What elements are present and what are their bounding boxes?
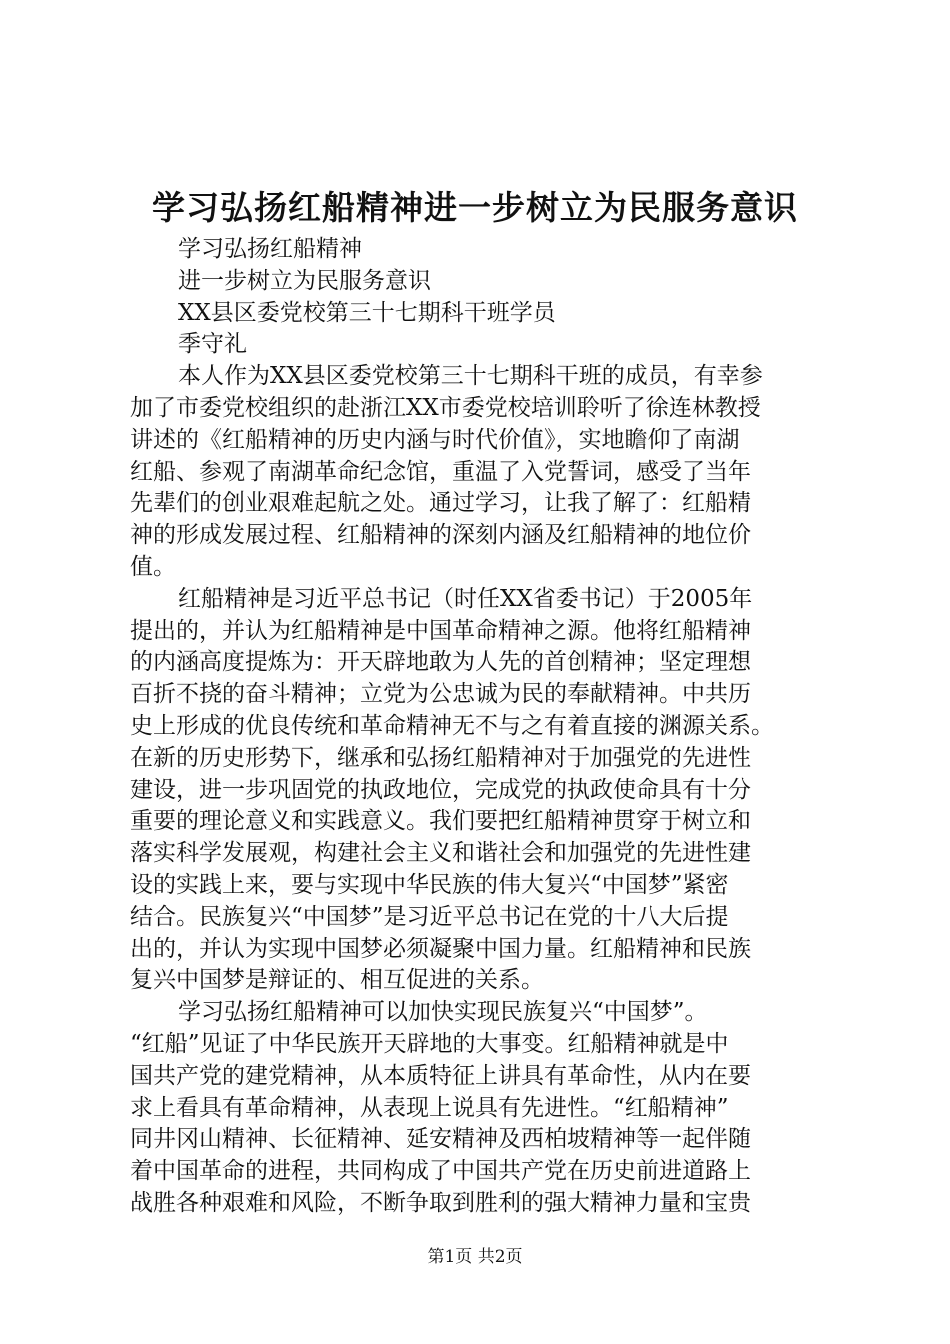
subtitle-line: 进一步树立为民服务意识 bbox=[178, 267, 431, 294]
paragraph-line: 设的实践上来，要与实现中华民族的伟大复兴“中国梦”紧密 bbox=[130, 871, 729, 898]
paragraph-line: 本人作为XX县区委党校第三十七期科干班的成员，有幸参 bbox=[178, 363, 763, 390]
paragraph-line: 求上看具有革命精神，从表现上说具有先进性。“红船精神” bbox=[130, 1094, 729, 1121]
subtitle-line: 学习弘扬红船精神 bbox=[178, 236, 362, 262]
paragraph-line: 加了市委党校组织的赴浙江XX市委党校培训聆听了徐连林教授 bbox=[130, 394, 761, 421]
paragraph-line: 建设，进一步巩固党的执政地位，完成党的执政使命具有十分 bbox=[130, 776, 751, 803]
paragraph-line: 出的，并认为实现中国梦必须凝聚中国力量。红船精神和民族 bbox=[130, 935, 751, 962]
paragraph-line: 战胜各种艰难和风险，不断争取到胜利的强大精神力量和宝贵 bbox=[130, 1189, 751, 1216]
paragraph-line: 同井冈山精神、长征精神、延安精神及西柏坡精神等一起伴随 bbox=[130, 1126, 751, 1153]
paragraph-line: 红船精神是习近平总书记（时任XX省委书记）于2005年 bbox=[178, 585, 753, 612]
document-title: 学习弘扬红船精神进一步树立为民服务意识 bbox=[152, 188, 798, 227]
paragraph-line: 在新的历史形势下，继承和弘扬红船精神对于加强党的先进性 bbox=[130, 744, 751, 771]
paragraph-line: 重要的理论意义和实践意义。我们要把红船精神贯穿于树立和 bbox=[130, 808, 751, 835]
paragraph-line: 着中国革命的进程，共同构成了中国共产党在历史前进道路上 bbox=[130, 1158, 751, 1185]
paragraph-line: 百折不挠的奋斗精神；立党为公忠诚为民的奉献精神。中共历 bbox=[130, 681, 751, 708]
paragraph-line: 学习弘扬红船精神可以加快实现民族复兴“中国梦”。 bbox=[178, 999, 708, 1026]
paragraph-line: 的内涵高度提炼为：开天辟地敢为人先的首创精神；坚定理想 bbox=[130, 649, 751, 676]
author-name-line: 季守礼 bbox=[178, 331, 247, 358]
paragraph-line: 神的形成发展过程、红船精神的深刻内涵及红船精神的地位价 bbox=[130, 522, 751, 549]
paragraph-line: 值。 bbox=[130, 553, 176, 580]
paragraph-line: 结合。民族复兴“中国梦”是习近平总书记在党的十八大后提 bbox=[130, 903, 729, 930]
paragraph-line: 提出的，并认为红船精神是中国革命精神之源。他将红船精神 bbox=[130, 617, 751, 644]
document-body bbox=[130, 234, 845, 1220]
page-number-footer: 第1页 共2页 bbox=[427, 1247, 523, 1267]
paragraph-line: 落实科学发展观，构建社会主义和谐社会和加强党的先进性建 bbox=[130, 840, 751, 867]
paragraph-line: “红船”见证了中华民族开天辟地的大事变。红船精神就是中 bbox=[130, 1030, 729, 1057]
paragraph-line: 复兴中国梦是辩证的、相互促进的关系。 bbox=[130, 967, 544, 994]
author-affiliation-line: XX县区委党校第三十七期科干班学员 bbox=[178, 299, 556, 326]
paragraph-line: 讲述的《红船精神的历史内涵与时代价值》，实地瞻仰了南湖 bbox=[130, 426, 740, 453]
paragraph-line: 国共产党的建党精神，从本质特征上讲具有革命性，从内在要 bbox=[130, 1062, 751, 1089]
paragraph-line: 红船、参观了南湖革命纪念馆，重温了入党誓词，感受了当年 bbox=[130, 458, 751, 485]
paragraph-line: 先辈们的创业艰难起航之处。通过学习，让我了解了：红船精 bbox=[130, 490, 751, 517]
paragraph-line: 史上形成的优良传统和革命精神无不与之有着直接的渊源关系。 bbox=[130, 712, 774, 739]
